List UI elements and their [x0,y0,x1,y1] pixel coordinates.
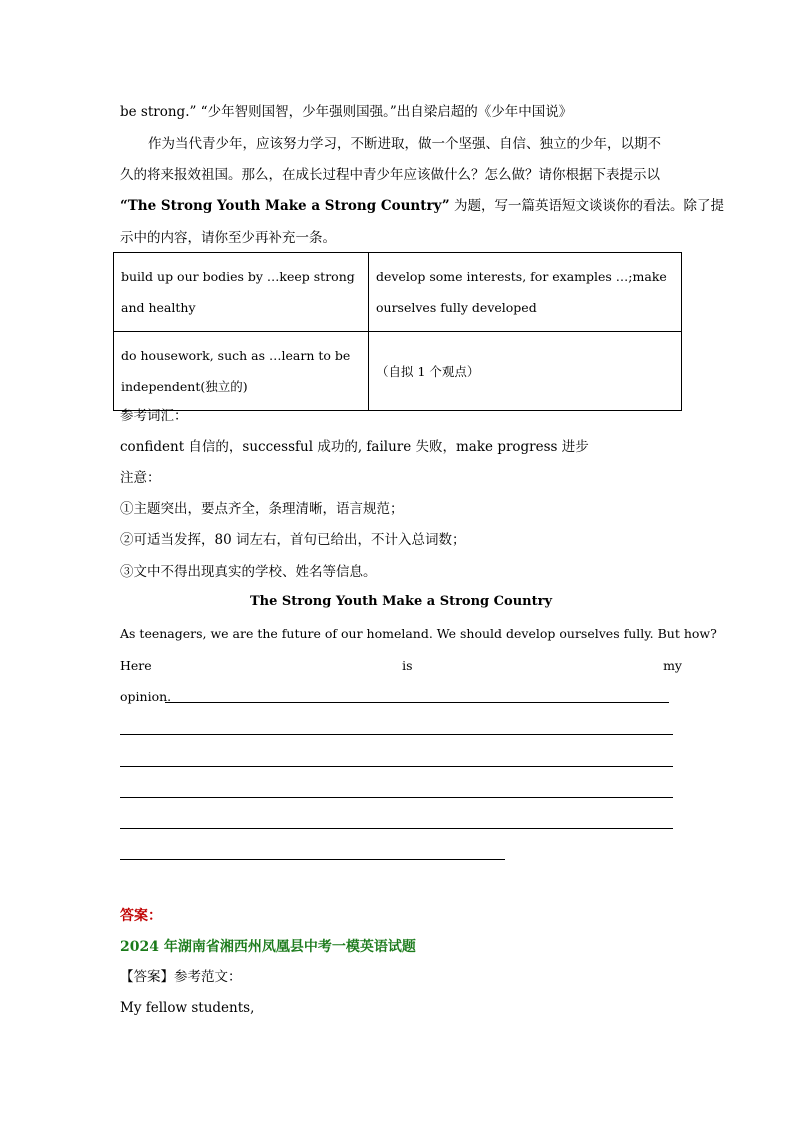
intro-line-4 [120,196,724,216]
exam-title: 2024 年湖南省湘西州凤凰县中考一模英语试题 [120,939,416,955]
notes-label: 注意： [120,470,161,486]
vocab-list: confident 自信的，successful 成功的, failure 失败，make progress 进步 [120,439,589,455]
essay-first-sentence: As teenagers, we are the future of our homeland. We should develop ourselves fully. But how? [120,626,717,641]
writing-line[interactable] [120,734,673,735]
hint-cell-housework: do housework, such as …learn to be independent(独立的) [114,332,369,411]
note-2: ②可适当发挥，80 词左右，首句已给出，不计入总词数； [120,532,466,548]
writing-line[interactable] [120,797,673,798]
intro-line-2: 作为当代青少年，应该努力学习，不断进取，做一个坚强、自信、独立的少年，以期不 [148,136,661,152]
essay-third-line: opinion. [120,689,172,704]
essay-word: Here [120,658,152,673]
intro-line-4-rest: 为题，写一篇英语短文谈谈你的看法。除了提 [453,198,724,214]
vocab-label: 参考词汇： [120,408,188,424]
essay-title: The Strong Youth Make a Strong Country [249,594,553,609]
hint-table [113,252,682,411]
essay-word: my [663,658,682,673]
answer-bracket: 【答案】参考范文： [120,969,242,985]
hint-row [114,332,682,411]
hint-cell-own-idea: （自拟 1 个观点） [369,332,682,411]
note-1: ①主题突出，要点齐全，条理清晰，语言规范； [120,501,404,517]
writing-line[interactable] [120,828,673,829]
essay-topic-quote: “The Strong Youth Make a Strong Country” [120,198,450,214]
intro-line-1: be strong.” “少年智则国智，少年强则国强。”出自梁启超的《少年中国说》 [120,104,573,120]
writing-line[interactable] [120,859,505,860]
intro-line-3: 久的将来报效祖国。那么，在成长过程中青少年应该做什么？怎么做？请你根据下表提示以 [120,167,660,183]
essay-word: is [402,658,413,673]
answer-label: 答案： [120,908,162,924]
hint-cell-interests: develop some interests, for examples …;make ourselves fully developed [369,253,682,332]
essay-second-line [120,656,682,676]
hint-row [114,253,682,332]
hint-cell-bodies: build up our bodies by …keep strong and healthy [114,253,369,332]
writing-line[interactable] [120,766,673,767]
note-3: ③文中不得出现真实的学校、姓名等信息。 [120,564,377,580]
writing-line[interactable] [165,702,669,703]
answer-greeting: My fellow students, [120,1000,255,1016]
intro-line-5: 示中的内容，请你至少再补充一条。 [120,230,336,246]
